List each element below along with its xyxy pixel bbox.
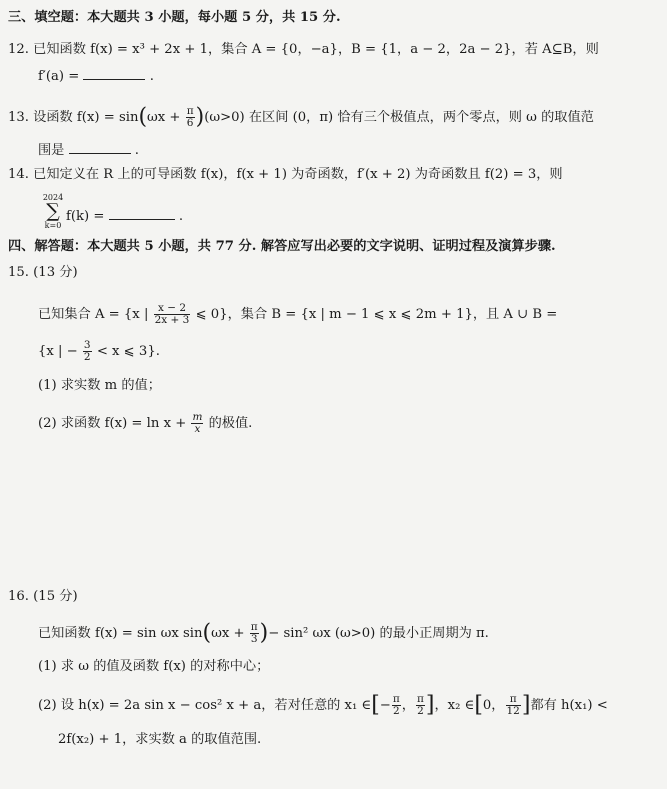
q14-sum-lower: k=0 — [44, 221, 62, 230]
q16-title: 16. (15 分) — [8, 589, 78, 604]
q15-part2-fraction: $\frac{m}{x}$ — [192, 411, 203, 435]
q15-set-close: ⩽ 0}，集合 B = {x | m − 1 ⩽ x ⩽ 2m + 1}，且 A ∪ B = — [195, 307, 558, 322]
q16-paren-close: ) — [259, 620, 269, 646]
q14-sum-upper: 2024 — [42, 193, 64, 202]
q16-fraction: $\frac{\pi}{3}$ — [250, 621, 258, 645]
q15-set-open: {x | — [123, 307, 149, 322]
q16-int2-a: 0， — [482, 698, 505, 713]
q16-int1-minus: − — [379, 698, 391, 713]
q13-text-b: ωx + — [147, 110, 181, 125]
q16-part1: (1) 求 ω 的值及函数 f(x) 的对称中心； — [38, 659, 270, 674]
q16-stem-b: ωx + — [211, 626, 245, 641]
q16-int2-open: [ — [474, 692, 483, 718]
q13-paren-open: ( — [138, 104, 148, 130]
q15-part2 — [38, 412, 252, 435]
q16-stem-a: 已知函数 f(x) = sin ωx sin — [38, 626, 203, 641]
q14-answer-blank[interactable] — [109, 206, 175, 220]
q13-line2 — [38, 140, 139, 160]
q13-line1 — [8, 106, 594, 129]
q12-answer-lead: f′(a) = — [38, 69, 80, 84]
q16-part2-a: (2) 设 h(x) = 2a sin x − cos² x + a，若对任意的 x₁ ∈ — [38, 698, 372, 713]
q14-expr: f(k) = — [66, 209, 105, 224]
q12-period: . — [149, 69, 154, 84]
q15-fraction2: $\frac{3}{2}$ — [83, 339, 91, 363]
q13-text-a: 13. 设函数 f(x) = sin — [8, 110, 139, 125]
section3-heading: 三、填空题：本大题共 3 小题，每小题 5 分，共 15 分. — [8, 10, 341, 25]
q16-stem-c: − sin² ωx (ω>0) 的最小正周期为 π. — [268, 626, 489, 641]
q16-int1-comma: ， — [401, 698, 415, 713]
q13-period: . — [134, 143, 139, 158]
q15-stem-line2 — [38, 340, 160, 363]
q13-answer-lead: 围是 — [38, 143, 65, 158]
q15-fraction: $\frac{x - 2}{2x + 3}$ — [154, 302, 190, 326]
q13-paren-close: ) — [195, 104, 205, 130]
q14-period: . — [178, 209, 184, 224]
q16-part2-line1 — [38, 694, 608, 717]
q16-part2-line2: 2f(x₂) + 1，求实数 a 的取值范围. — [58, 732, 262, 747]
q16-int2-close: ] — [521, 692, 531, 718]
q15-part2-b: 的极值. — [208, 416, 253, 431]
q12-line1: 12. 已知函数 f(x) = x³ + 2x + 1，集合 A = {0，−a}，B = {1，a − 2，2a − 2}，若 A⊆B，则 — [8, 42, 599, 57]
q16-int1-frac2: $\frac{\pi}{2}$ — [416, 693, 424, 717]
q13-answer-blank[interactable] — [69, 140, 131, 154]
q16-int1-frac1: $\frac{\pi}{2}$ — [392, 693, 400, 717]
q16-part2-b: ，x₂ ∈ — [434, 698, 475, 713]
section4-heading: 四、解答题：本大题共 5 小题，共 77 分. 解答应写出必要的文字说明、证明过程及演算步骤. — [8, 239, 556, 254]
q15-title: 15. (13 分) — [8, 265, 78, 280]
q12-line2 — [38, 66, 154, 86]
q16-stem — [38, 622, 489, 645]
q15-stem-line1 — [38, 303, 557, 326]
q16-int1-close: ] — [425, 692, 435, 718]
q13-fraction: $\frac{\pi}{6}$ — [186, 105, 194, 129]
q14-summation — [38, 193, 68, 230]
q15-stem2-b: < x ⩽ 3}. — [96, 344, 160, 359]
q13-text-c: (ω>0) 在区间 (0，π) 恰有三个极值点，两个零点，则 ω 的取值范 — [204, 110, 594, 125]
q16-int2-frac: $\frac{\pi}{12}$ — [506, 693, 520, 717]
q15-stem2-a: {x | − — [38, 344, 78, 359]
q14-line2 — [66, 206, 183, 226]
q16-paren-open: ( — [202, 620, 212, 646]
q15-part2-a: (2) 求函数 f(x) = ln x + — [38, 416, 187, 431]
q16-part2-c: 都有 h(x₁) < — [530, 698, 608, 713]
q15-part1: (1) 求实数 m 的值； — [38, 378, 161, 393]
q16-int1-open: [ — [371, 692, 380, 718]
q12-answer-blank[interactable] — [83, 66, 145, 80]
q14-sum-symbol: ∑ — [46, 200, 60, 222]
q14-line1: 14. 已知定义在 R 上的可导函数 f(x)，f(x + 1) 为奇函数，f′(x + 2) 为奇函数且 f(2) = 3，则 — [8, 167, 563, 182]
q15-stem-a: 已知集合 A = — [38, 307, 120, 322]
